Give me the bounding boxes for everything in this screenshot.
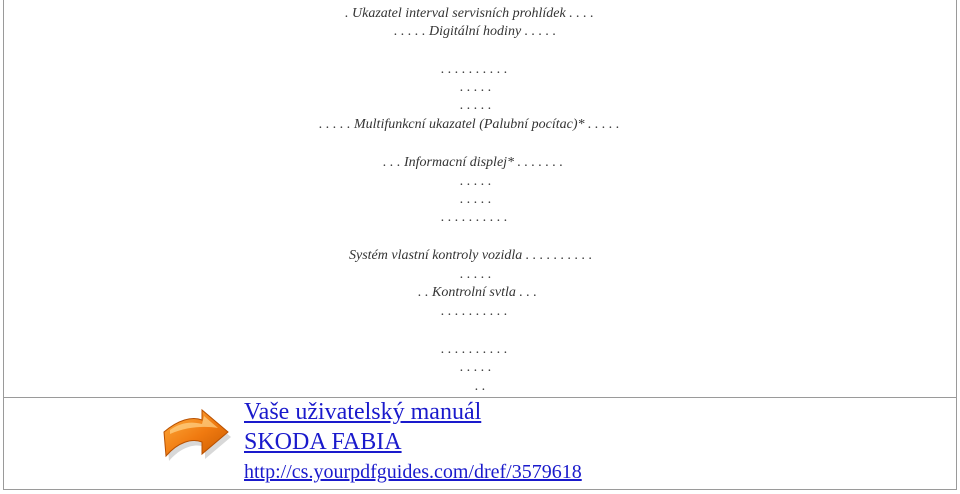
toc-line: . . . . . . . . . . — [441, 304, 508, 319]
toc-line[interactable]: . . . Informacní displej* . . . . . . . — [383, 155, 564, 170]
toc-line: . . . . . — [460, 174, 492, 189]
manual-title-link[interactable]: Vaše uživatelský manuál — [244, 399, 482, 425]
manual-url-link[interactable]: http://cs.yourpdfguides.com/dref/3579618 — [244, 461, 582, 483]
toc-line[interactable]: . . . . . Digitální hodiny . . . . . — [394, 24, 557, 39]
toc-line: . . . . . . . . . . — [441, 342, 508, 357]
toc-line: . . — [475, 379, 486, 394]
toc-line: . . . . . — [460, 80, 492, 95]
toc-line: . . . . . — [460, 360, 492, 375]
toc-line: . . . . . — [460, 192, 492, 207]
toc-line: . . . . . . . . . . — [441, 62, 508, 77]
toc-line[interactable]: . . Kontrolní svtla . . . — [418, 285, 537, 300]
toc-line: . . . . . — [460, 98, 492, 113]
toc-line[interactable]: . . . . . Multifunkcní ukazatel (Palubní pocítac)* . . . . . — [319, 117, 620, 132]
orange-arrow-icon[interactable] — [158, 398, 232, 466]
product-name-link[interactable]: SKODA FABIA — [244, 429, 402, 455]
toc-line[interactable]: Systém vlastní kontroly vozidla . . . . . . . . . . — [349, 248, 593, 263]
toc-line: . . . . . . . . . . — [441, 210, 508, 225]
toc-line[interactable]: . Ukazatel interval servisních prohlídek . . . . — [345, 6, 594, 21]
toc-line: . . . . . — [460, 267, 492, 282]
